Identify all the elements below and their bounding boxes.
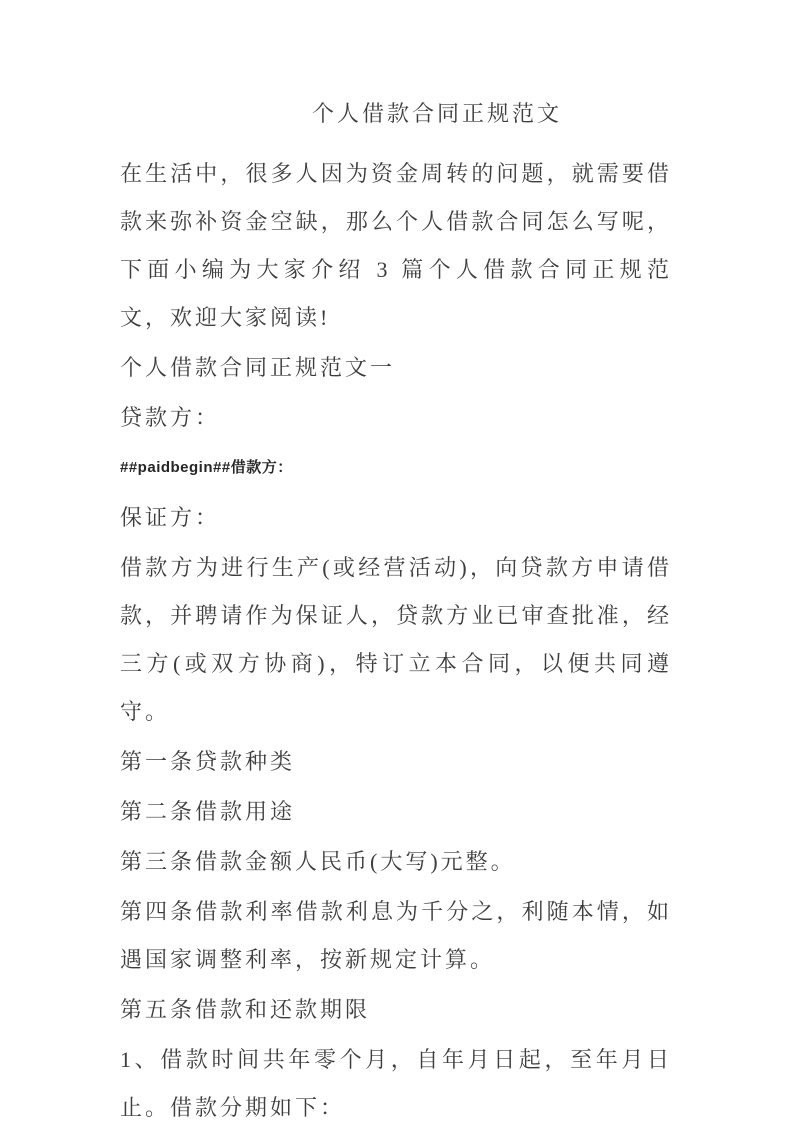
guarantor-label: 保证方： [120, 505, 221, 530]
paid-marker-line: ##paidbegin##借款方： [120, 459, 293, 476]
article1-heading: 第一条贷款种类 [120, 749, 296, 774]
article3-paragraph: 第三条借款金额人民币(大写)元整。 [120, 849, 516, 874]
lender-label: 贷款方： [120, 405, 221, 430]
article4-paragraph: 第四条借款利率借款利息为千分之，利随本情，如遇国家调整利率，按新规定计算。 [120, 899, 672, 972]
article2-heading: 第二条借款用途 [120, 799, 296, 824]
clause1-paragraph: 1、借款时间共年零个月，自年月日起，至年月日止。借款分期如下： [120, 1047, 672, 1120]
document-title: 个人借款合同正规范文 [311, 101, 562, 126]
intro-paragraph: 在生活中，很多人因为资金周转的问题，就需要借款来弥补资金空缺，那么个人借款合同怎么写呢，下面小编为大家介绍 3 篇个人借款合同正规范文，欢迎大家阅读! [120, 161, 672, 330]
article5-heading: 第五条借款和还款期限 [120, 997, 371, 1022]
section1-heading: 个人借款合同正规范文一 [120, 355, 396, 380]
preamble-paragraph: 借款方为进行生产(或经营活动)，向贷款方申请借款，并聘请作为保证人，贷款方业已审查批准，经三方(或双方协商)，特订立本合同，以便共同遵守。 [120, 555, 672, 724]
